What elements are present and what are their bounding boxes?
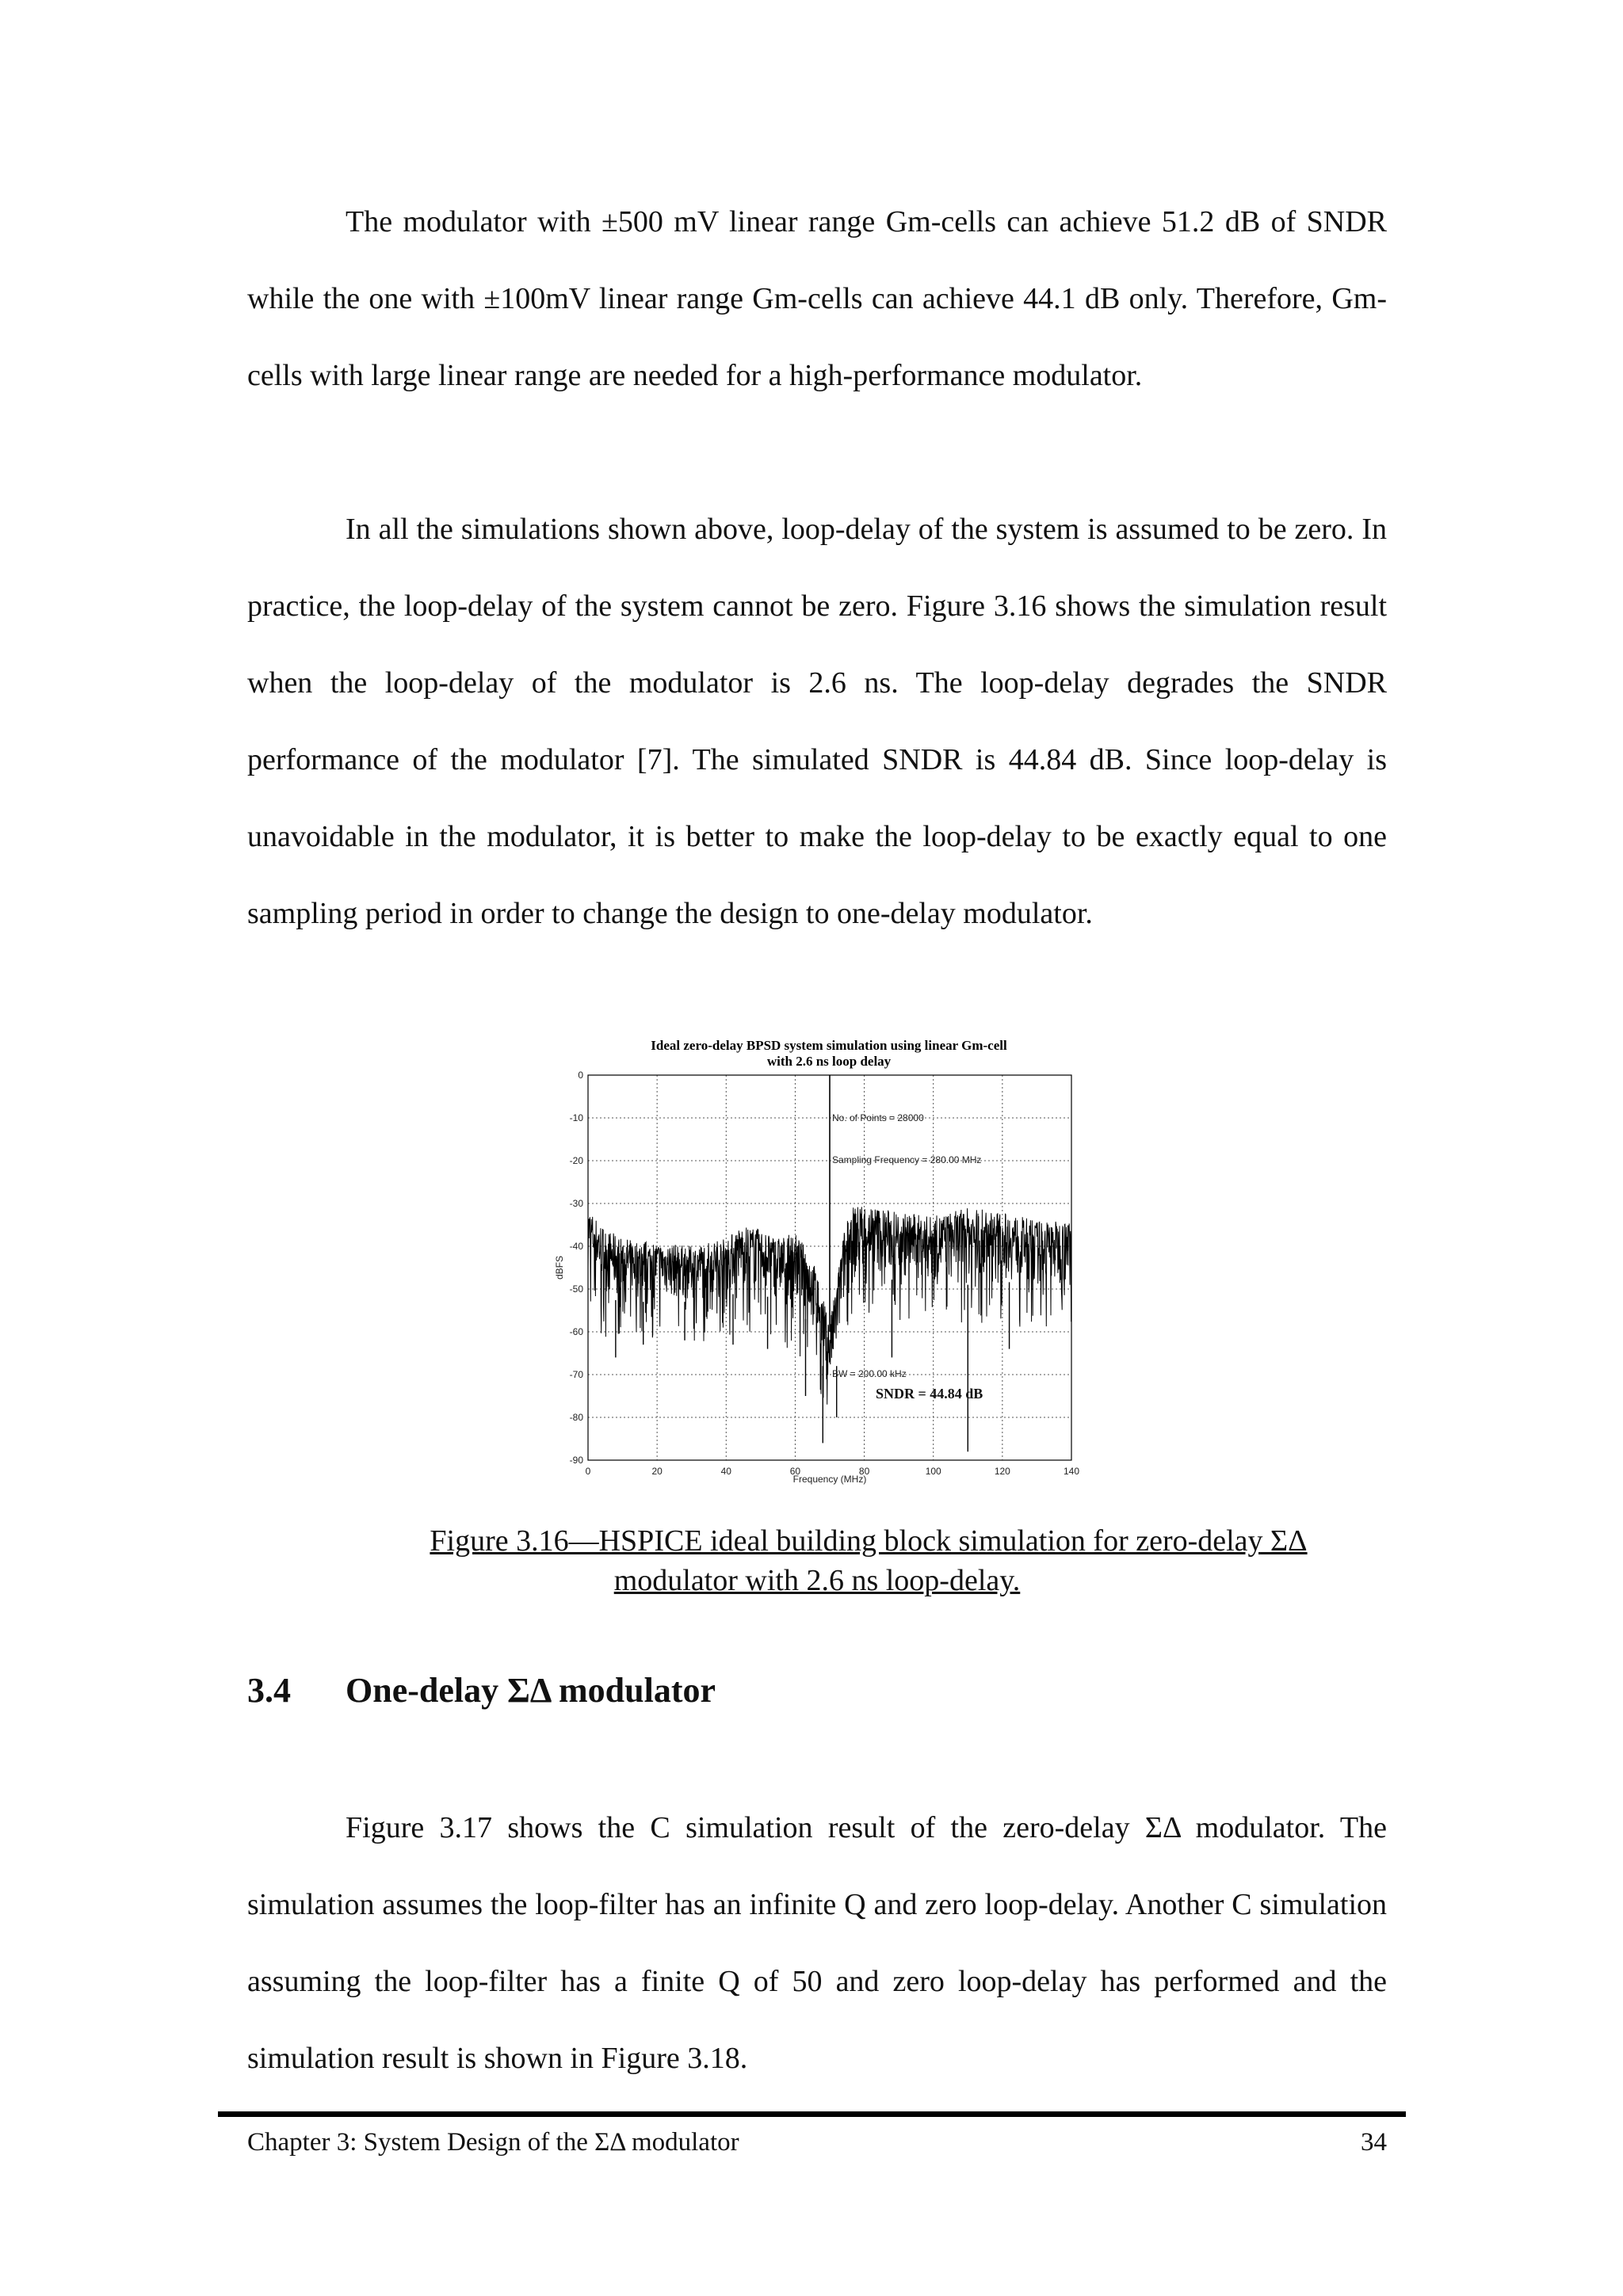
chart-title: Ideal zero-delay BPSD system simulation using linear Gm-cell xyxy=(651,1038,1007,1053)
paragraph-3 xyxy=(247,1790,1387,2097)
annotation-sndr: SNDR = 44.84 dB xyxy=(876,1386,983,1402)
x-tick-label: 120 xyxy=(994,1466,1010,1477)
caption-line-1: Figure 3.16—HSPICE ideal building block simulation for zero-delay ΣΔ xyxy=(430,1524,1308,1558)
x-tick-label: 80 xyxy=(858,1466,870,1477)
y-tick-label: -90 xyxy=(569,1455,583,1466)
x-tick-label: 40 xyxy=(720,1466,731,1477)
y-tick-label: 0 xyxy=(578,1070,583,1081)
section-number: 3.4 xyxy=(247,1671,291,1710)
y-tick-label: -40 xyxy=(569,1241,583,1252)
y-tick-label: -50 xyxy=(569,1283,583,1295)
figure-caption xyxy=(247,1521,1387,1600)
x-tick-label: 60 xyxy=(789,1466,801,1477)
y-axis-label: dBFS xyxy=(554,1255,565,1280)
y-tick-label: -80 xyxy=(569,1412,583,1423)
page-number: 34 xyxy=(1361,2128,1387,2157)
chart-plot xyxy=(588,1075,1071,1451)
chart-subtitle: with 2.6 ns loop delay xyxy=(766,1054,892,1069)
paragraph-2 xyxy=(247,491,1387,952)
annotation-bw: BW = 200.00 kHz xyxy=(832,1368,907,1379)
y-tick-label: -10 xyxy=(569,1112,583,1123)
x-tick-label: 0 xyxy=(585,1466,591,1477)
paragraph-2-text: In all the simulations shown above, loop-delay of the system is assumed to be zero. In practice, the loop-delay of the system cannot be zero. Figure 3.16 shows the simulation result when the loop-delay of the modulator is 2.6 ns. The loop-delay degrades the SNDR performance of the modulator [7]. The simulated SNDR is 44.84 dB. Since loop-delay is unavoidable in the modulator, it is better to make the loop-delay to be exactly equal to one sampling period in order to change the design to one-delay modulator. xyxy=(247,513,1387,930)
page-footer xyxy=(247,2123,1387,2161)
caption-line-2: modulator with 2.6 ns loop-delay. xyxy=(613,1564,1021,1597)
paragraph-1-text: The modulator with ±500 mV linear range Gm-cells can achieve 51.2 dB of SNDR while the one with ±100mV linear range Gm-cells can achieve 44.1 dB only. Therefore, Gm-cells with large linear range are needed for a high-performance modulator. xyxy=(247,205,1387,392)
y-tick-label: -60 xyxy=(569,1326,583,1337)
section-heading xyxy=(247,1669,716,1713)
footer-rule xyxy=(218,2111,1406,2117)
annotation-points: No. of Points = 28000 xyxy=(832,1112,924,1123)
x-tick-label: 140 xyxy=(1063,1466,1080,1477)
fft-spectrum-chart xyxy=(539,1034,1086,1493)
x-tick-label: 100 xyxy=(925,1466,941,1477)
footer-chapter: Chapter 3: System Design of the ΣΔ modulator xyxy=(247,2128,739,2157)
y-tick-label: -30 xyxy=(569,1198,583,1209)
x-tick-label: 20 xyxy=(651,1466,663,1477)
paragraph-3-text: Figure 3.17 shows the C simulation result of the zero-delay ΣΔ modulator. The simulation assumes the loop-filter has an infinite Q and zero loop-delay. Another C simulation assuming the loop-filter has a finite Q of 50 and zero loop-delay has performed and the simulation result is shown in Figure 3.18. xyxy=(247,1811,1387,2075)
paragraph-1 xyxy=(247,184,1387,414)
section-title: One-delay ΣΔ modulator xyxy=(346,1671,716,1710)
y-tick-label: -70 xyxy=(569,1369,583,1380)
y-tick-label: -20 xyxy=(569,1155,583,1166)
x-axis-label: Frequency (MHz) xyxy=(792,1474,867,1485)
annotation-sampling: Sampling Frequency = 280.00 MHz xyxy=(832,1154,982,1165)
